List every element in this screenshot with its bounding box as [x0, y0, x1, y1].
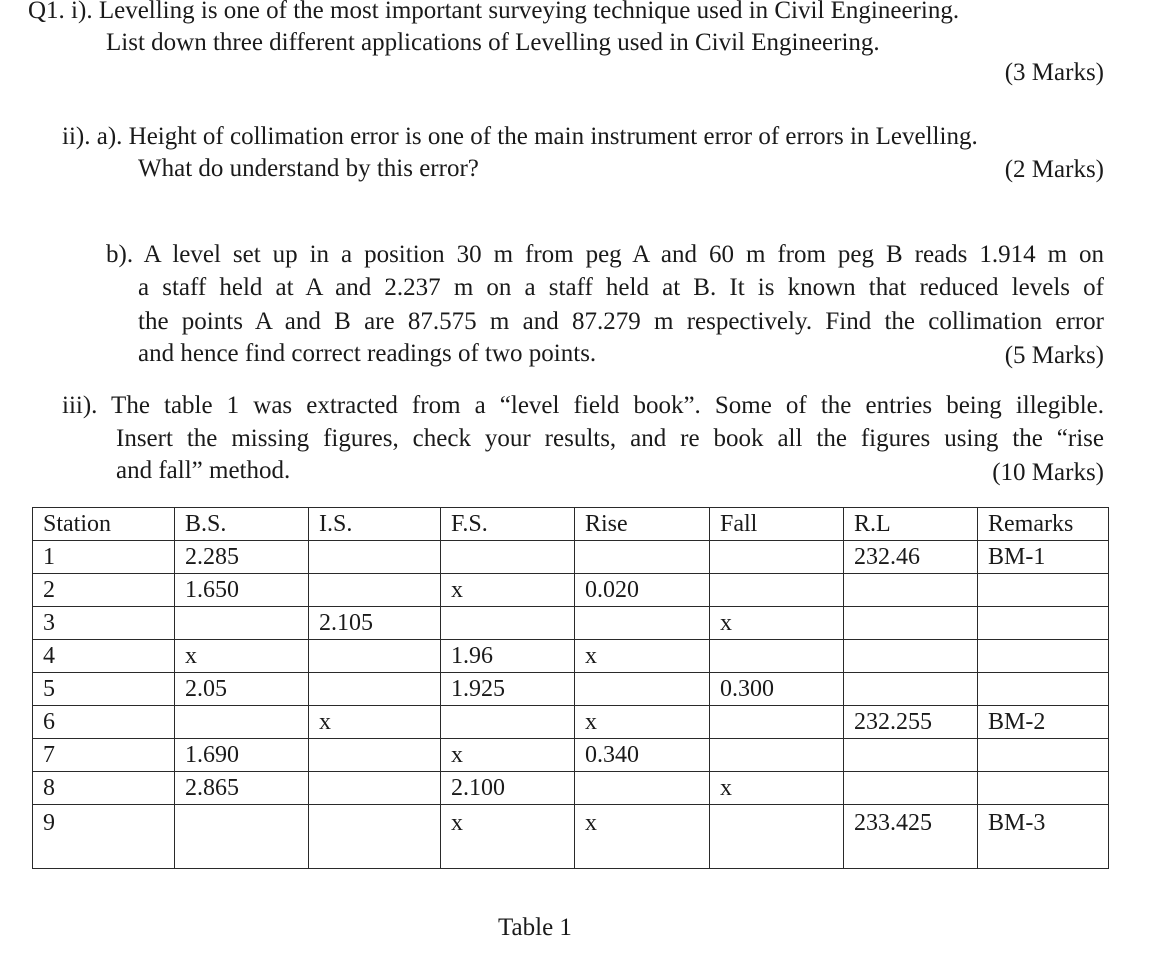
cell-remarks: BM-2 [978, 706, 1109, 739]
q1-ii-a-line-1: ii). a). Height of collimation error is one of the main instrument error of errors in Levelling. [62, 123, 978, 150]
cell-is [309, 640, 441, 673]
cell-rl [844, 640, 978, 673]
cell-bs: 2.865 [175, 772, 309, 805]
q1-ii-b-line-3: the points A and B are 87.575 m and 87.279 m respectively. Find the collimation error [138, 308, 1104, 335]
cell-rl: 233.425 [844, 805, 978, 869]
cell-rl: 232.255 [844, 706, 978, 739]
cell-remarks [978, 739, 1109, 772]
table-row [33, 772, 1109, 805]
cell-rise [575, 541, 710, 574]
header-fall: Fall [710, 508, 844, 541]
header-bs: B.S. [175, 508, 309, 541]
table-caption: Table 1 [498, 914, 572, 941]
cell-fall: 0.300 [710, 673, 844, 706]
q1-iii-marks: (10 Marks) [992, 459, 1104, 486]
table-row [33, 607, 1109, 640]
cell-remarks [978, 673, 1109, 706]
cell-fall [710, 739, 844, 772]
q1-i-line-1: Q1. i). Levelling is one of the most important surveying technique used in Civil Engineering. [28, 0, 960, 24]
table-row [33, 574, 1109, 607]
cell-fs: 1.96 [441, 640, 575, 673]
cell-is [309, 739, 441, 772]
q1-iii-line-3: and fall” method. [116, 457, 291, 484]
cell-fall: x [710, 607, 844, 640]
cell-rl [844, 574, 978, 607]
q1-iii-line-2: Insert the missing figures, check your results, and re book all the figures using the “rise [116, 425, 1104, 452]
cell-fall [710, 805, 844, 869]
cell-fs [441, 706, 575, 739]
cell-fs [441, 607, 575, 640]
cell-remarks [978, 574, 1109, 607]
cell-rl [844, 772, 978, 805]
header-rl: R.L [844, 508, 978, 541]
cell-station: 2 [33, 574, 175, 607]
cell-fs: 1.925 [441, 673, 575, 706]
cell-fs [441, 541, 575, 574]
cell-rl [844, 739, 978, 772]
cell-bs [175, 706, 309, 739]
header-remarks: Remarks [978, 508, 1109, 541]
header-rise: Rise [575, 508, 710, 541]
cell-rl: 232.46 [844, 541, 978, 574]
cell-remarks [978, 772, 1109, 805]
cell-station: 5 [33, 673, 175, 706]
cell-is: 2.105 [309, 607, 441, 640]
cell-fall [710, 541, 844, 574]
cell-fs: x [441, 805, 575, 869]
cell-rl [844, 673, 978, 706]
q1-ii-b-line-2: a staff held at A and 2.237 m on a staff held at B. It is known that reduced levels of [138, 274, 1104, 301]
cell-bs: 2.05 [175, 673, 309, 706]
table-row [33, 541, 1109, 574]
cell-remarks [978, 640, 1109, 673]
table-row [33, 739, 1109, 772]
q1-i-line-2: List down three different applications of Levelling used in Civil Engineering. [106, 29, 880, 56]
cell-fall [710, 640, 844, 673]
cell-fall [710, 706, 844, 739]
cell-bs [175, 805, 309, 869]
cell-fs: x [441, 739, 575, 772]
cell-remarks [978, 607, 1109, 640]
cell-station: 1 [33, 541, 175, 574]
cell-fs: x [441, 574, 575, 607]
cell-station: 3 [33, 607, 175, 640]
q1-i-marks: (3 Marks) [1004, 59, 1104, 86]
cell-rise: x [575, 805, 710, 869]
cell-rise [575, 607, 710, 640]
cell-station: 8 [33, 772, 175, 805]
q1-iii-line-1: iii). The table 1 was extracted from a “level field book”. Some of the entries being illegible. [62, 392, 1104, 419]
cell-fall [710, 574, 844, 607]
cell-fs: 2.100 [441, 772, 575, 805]
cell-rise [575, 772, 710, 805]
cell-rise: 0.340 [575, 739, 710, 772]
cell-bs: 2.285 [175, 541, 309, 574]
q1-ii-b-line-1: b). A level set up in a position 30 m from peg A and 60 m from peg B reads 1.914 m on [106, 241, 1104, 268]
cell-station: 7 [33, 739, 175, 772]
header-station: Station [33, 508, 175, 541]
table-header-row [33, 508, 1109, 541]
cell-bs: 1.650 [175, 574, 309, 607]
table-row [33, 706, 1109, 739]
cell-station: 4 [33, 640, 175, 673]
cell-is [309, 805, 441, 869]
cell-fall: x [710, 772, 844, 805]
cell-is [309, 772, 441, 805]
cell-rise: x [575, 706, 710, 739]
cell-station: 9 [33, 805, 175, 869]
header-fs: F.S. [441, 508, 575, 541]
cell-rl [844, 607, 978, 640]
table-row [33, 640, 1109, 673]
cell-bs: x [175, 640, 309, 673]
q1-ii-b-marks: (5 Marks) [1004, 342, 1104, 369]
cell-rise: 0.020 [575, 574, 710, 607]
cell-rise: x [575, 640, 710, 673]
header-is: I.S. [309, 508, 441, 541]
cell-remarks: BM-3 [978, 805, 1109, 869]
table-row [33, 805, 1109, 869]
cell-is [309, 541, 441, 574]
q1-ii-a-marks: (2 Marks) [1004, 156, 1104, 183]
table-row [33, 673, 1109, 706]
cell-is [309, 673, 441, 706]
level-field-book-table [32, 507, 1109, 869]
q1-ii-b-line-4: and hence find correct readings of two points. [138, 340, 597, 367]
cell-remarks: BM-1 [978, 541, 1109, 574]
cell-is [309, 574, 441, 607]
cell-is: x [309, 706, 441, 739]
cell-bs [175, 607, 309, 640]
cell-rise [575, 673, 710, 706]
cell-bs: 1.690 [175, 739, 309, 772]
cell-station: 6 [33, 706, 175, 739]
q1-ii-a-line-2: What do understand by this error? [138, 155, 479, 182]
